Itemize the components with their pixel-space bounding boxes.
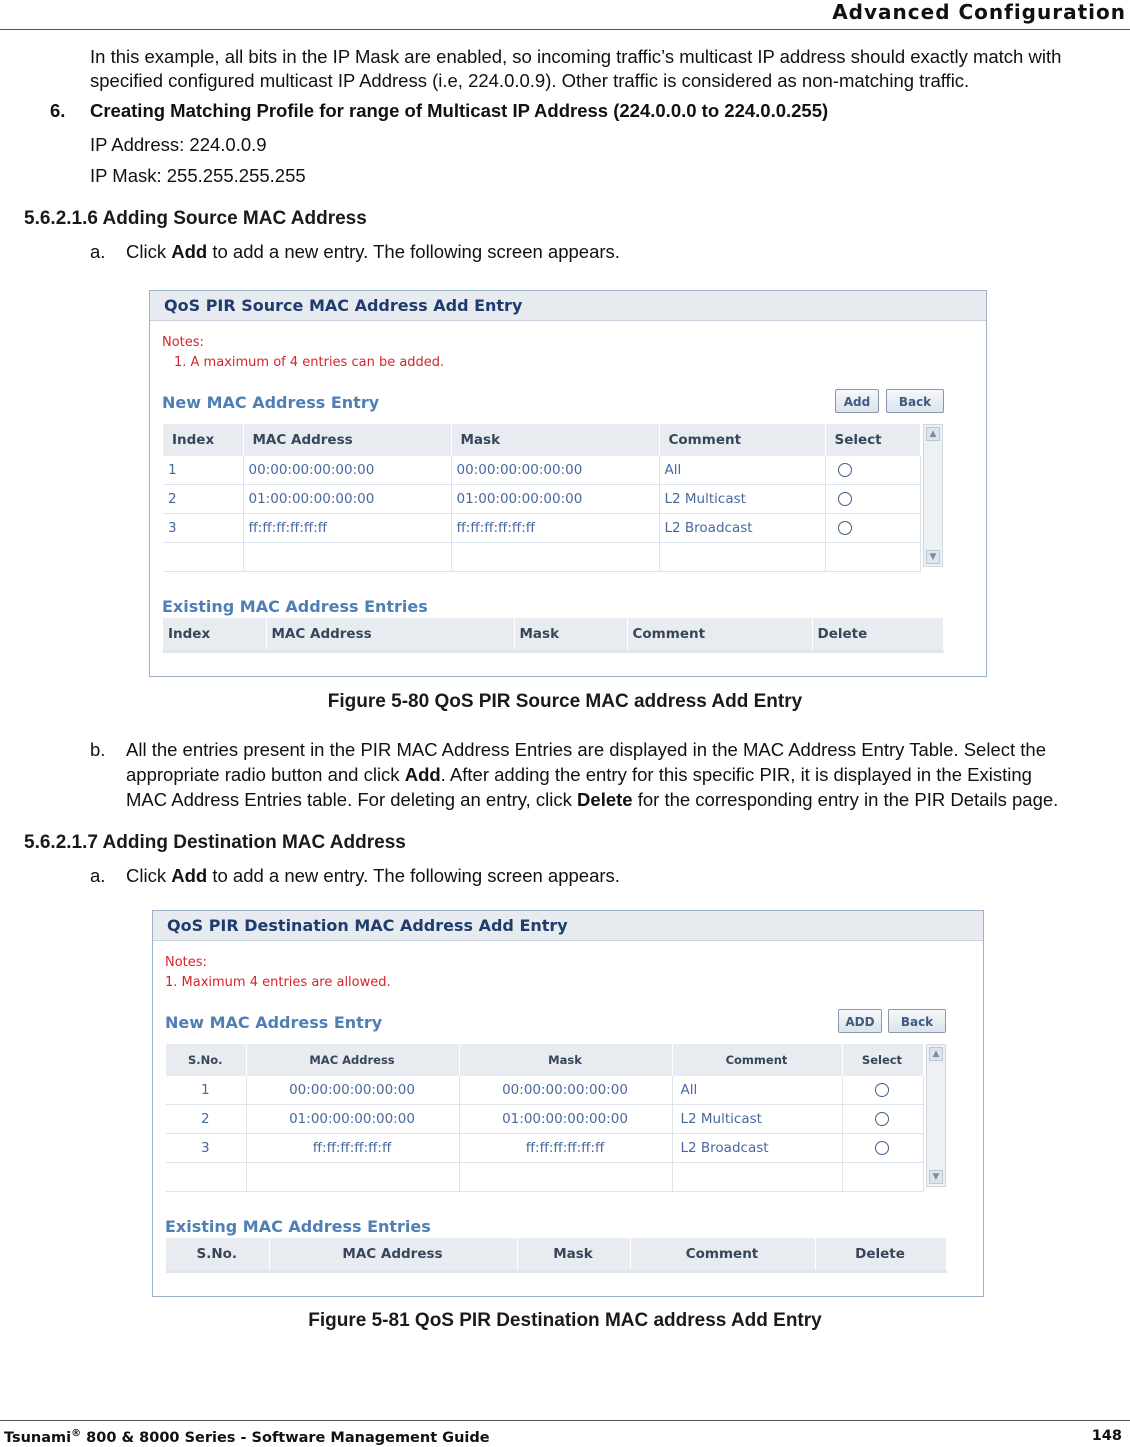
column-header-comment: Comment (659, 424, 825, 456)
column-header-select: Select (825, 424, 920, 456)
column-header-mask: Mask (514, 618, 627, 652)
column-header-comment: Comment (627, 618, 812, 652)
figure-source-mac-screenshot (149, 290, 987, 677)
column-header-select: Select (842, 1044, 923, 1076)
column-header-comment: Comment (630, 1238, 815, 1272)
cell-mac: ff:ff:ff:ff:ff:ff (243, 514, 451, 543)
figure-destination-mac-screenshot (152, 910, 984, 1297)
table-row (163, 485, 920, 514)
table-row (166, 1076, 923, 1105)
column-header-index: Index (163, 424, 243, 456)
column-header-mask: Mask (451, 424, 659, 456)
cell-sno: 2 (166, 1105, 246, 1134)
scroll-up-icon[interactable]: ▲ (926, 427, 940, 441)
table-row (166, 1134, 923, 1163)
cell-mask: ff:ff:ff:ff:ff:ff (459, 1134, 672, 1163)
section-heading-source-mac: 5.6.2.1.6 Adding Source MAC Address (24, 208, 367, 229)
cell-comment: L2 Multicast (659, 485, 825, 514)
column-header-mac-address: MAC Address (269, 1238, 517, 1272)
table-row-empty (163, 543, 920, 572)
step-b-letter: b. (90, 739, 106, 760)
figure1-existing-table (163, 618, 944, 653)
scroll-down-icon[interactable]: ▼ (926, 550, 940, 564)
cell-mask: 00:00:00:00:00:00 (451, 456, 659, 485)
section-heading-destination-mac: 5.6.2.1.7 Adding Destination MAC Address (24, 832, 406, 853)
column-header-delete: Delete (815, 1238, 946, 1272)
add-button[interactable]: Add (835, 389, 879, 413)
cell-index: 3 (163, 514, 243, 543)
select-radio[interactable] (875, 1083, 889, 1097)
cell-comment: L2 Broadcast (672, 1134, 842, 1163)
cell-mac: 01:00:00:00:00:00 (246, 1105, 459, 1134)
intro-line-1: In this example, all bits in the IP Mask are enabled, so incoming traffic’s multicast IP address should exactly match with (90, 46, 1062, 67)
cell-mask: ff:ff:ff:ff:ff:ff (451, 514, 659, 543)
page-number: 148 (1091, 1428, 1122, 1444)
page-header-title: Advanced Configuration (832, 0, 1126, 24)
scroll-up-icon[interactable]: ▲ (929, 1047, 943, 1061)
section1-step-a-text: Click Add to add a new entry. The following screen appears. (126, 241, 620, 262)
figure2-existing-table (166, 1238, 947, 1273)
cell-index: 2 (163, 485, 243, 514)
step-b-line-2: appropriate radio button and click Add. After adding the entry for this specific PIR, it is displayed in the Existing (126, 764, 1032, 785)
section2-step-a-letter: a. (90, 865, 106, 886)
step-b-line-1: All the entries present in the PIR MAC Address Entries are displayed in the MAC Address Entry Table. Select the (126, 739, 1046, 760)
table-row-empty (166, 1163, 923, 1192)
cell-sno: 3 (166, 1134, 246, 1163)
figure1-existing-heading: Existing MAC Address Entries (162, 597, 428, 616)
figure2-new-entry-heading: New MAC Address Entry (165, 1013, 383, 1032)
cell-mask: 01:00:00:00:00:00 (451, 485, 659, 514)
figure2-new-entry-table (166, 1044, 924, 1192)
table-row (166, 1105, 923, 1134)
scroll-down-icon[interactable]: ▼ (929, 1170, 943, 1184)
cell-index: 1 (163, 456, 243, 485)
section1-step-a-letter: a. (90, 241, 106, 262)
cell-mac: 00:00:00:00:00:00 (246, 1076, 459, 1105)
cell-comment: L2 Multicast (672, 1105, 842, 1134)
cell-comment: All (672, 1076, 842, 1105)
cell-mask: 01:00:00:00:00:00 (459, 1105, 672, 1134)
column-header-mac-address: MAC Address (243, 424, 451, 456)
table-scrollbar[interactable] (923, 424, 943, 567)
footer-guide-title: Tsunami® 800 & 8000 Series - Software Management Guide (4, 1428, 490, 1446)
column-header-comment: Comment (672, 1044, 842, 1076)
table-row (163, 456, 920, 485)
step-6-number: 6. (50, 100, 66, 121)
column-header-mac-address: MAC Address (266, 618, 514, 652)
table-scrollbar[interactable] (926, 1044, 946, 1187)
column-header-mask: Mask (517, 1238, 630, 1272)
figure2-note-1: 1. Maximum 4 entries are allowed. (165, 975, 391, 990)
figure2-caption: Figure 5-81 QoS PIR Destination MAC address Add Entry (308, 1310, 822, 1331)
step-6-title: Creating Matching Profile for range of Multicast IP Address (224.0.0.0 to 224.0.0.255) (90, 100, 829, 121)
select-radio[interactable] (838, 521, 852, 535)
figure2-notes-label: Notes: (165, 955, 207, 970)
table-row (163, 514, 920, 543)
column-header-index: Index (163, 618, 266, 652)
figure2-window-title: QoS PIR Destination MAC Address Add Entry (153, 911, 983, 941)
column-header-sno: S.No. (166, 1044, 246, 1076)
column-header-mac-address: MAC Address (246, 1044, 459, 1076)
select-radio[interactable] (838, 492, 852, 506)
figure1-window-title: QoS PIR Source MAC Address Add Entry (150, 291, 986, 321)
figure1-new-entry-heading: New MAC Address Entry (162, 393, 380, 412)
column-header-mask: Mask (459, 1044, 672, 1076)
cell-mask: 00:00:00:00:00:00 (459, 1076, 672, 1105)
column-header-delete: Delete (812, 618, 943, 652)
select-radio[interactable] (838, 463, 852, 477)
cell-mac: 00:00:00:00:00:00 (243, 456, 451, 485)
back-button[interactable]: Back (886, 389, 944, 413)
cell-comment: L2 Broadcast (659, 514, 825, 543)
figure1-caption: Figure 5-80 QoS PIR Source MAC address Add Entry (327, 691, 803, 712)
figure1-new-entry-table (163, 424, 921, 572)
step-b-line-3: MAC Address Entries table. For deleting an entry, click Delete for the corresponding entry in the PIR Details page. (126, 789, 1059, 810)
header-divider (0, 29, 1130, 30)
cell-mac: 01:00:00:00:00:00 (243, 485, 451, 514)
cell-comment: All (659, 456, 825, 485)
back-button[interactable]: Back (888, 1009, 946, 1033)
ip-mask-line: IP Mask: 255.255.255.255 (90, 165, 306, 186)
select-radio[interactable] (875, 1112, 889, 1126)
figure1-note-1: 1. A maximum of 4 entries can be added. (174, 355, 445, 370)
add-button[interactable]: ADD (838, 1009, 882, 1033)
column-header-sno: S.No. (166, 1238, 269, 1272)
footer-divider (0, 1420, 1130, 1421)
cell-sno: 1 (166, 1076, 246, 1105)
intro-line-2: specified configured multicast IP Address (i.e, 224.0.0.9). Other traffic is considered as non-matching traffic. (90, 70, 970, 91)
figure1-notes-label: Notes: (162, 335, 204, 350)
figure2-existing-heading: Existing MAC Address Entries (165, 1217, 431, 1236)
cell-mac: ff:ff:ff:ff:ff:ff (246, 1134, 459, 1163)
select-radio[interactable] (875, 1141, 889, 1155)
section2-step-a-text: Click Add to add a new entry. The following screen appears. (126, 865, 620, 886)
ip-address-line: IP Address: 224.0.0.9 (90, 134, 267, 155)
